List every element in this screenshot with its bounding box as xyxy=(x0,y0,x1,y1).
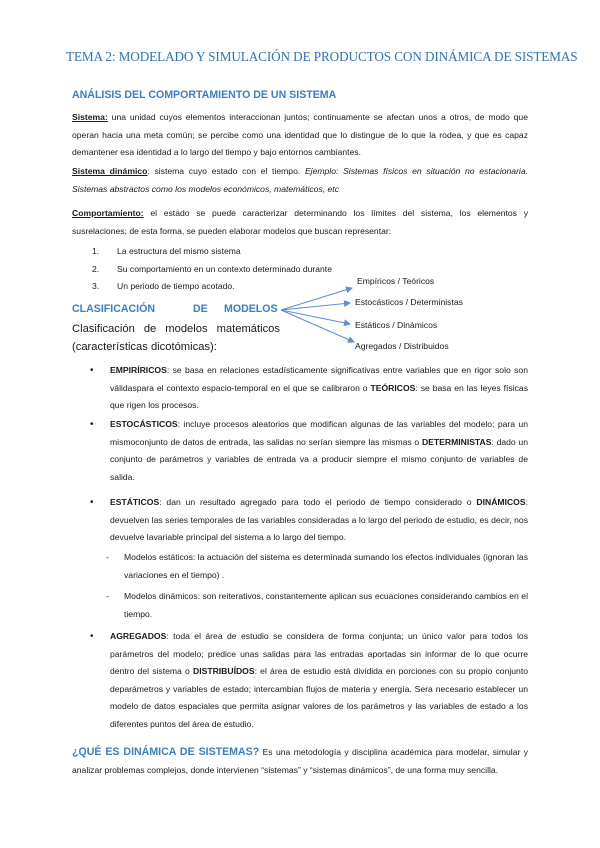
term-sistema-dinamico: Sistema dinámico xyxy=(72,166,148,176)
arrow-estaticos xyxy=(281,310,350,324)
term-comportamiento: Comportamiento: xyxy=(72,208,144,218)
branch-empiricos-teoricos: Empíricos / Teóricos xyxy=(357,276,435,286)
clasificacion-subtitle: Clasificación de modelos matemáticos (características dicotómicas): xyxy=(72,323,280,353)
example-sistema-dinamico: Ejemplo: Sistemas físicos en situación no estacionaria. Sistemas abstractos como los modelos económicos, matemáticos, etc xyxy=(72,166,529,194)
bullet-agregados: • AGREGADOS: toda el área de estudio se considera de forma conjunta; un único valor para todos los parámetros del modelo; predice unas salidas para las entradas aportadas sin informar de lo que ocurre dentro del sistema o DISTRIBUÍDOS: el área de estudio está dividida en porciones con su propio conjunto deparámetros y variables de estado; intercambian flujos de materia y energía. Sera necesario establecer un modelo de datos espaciales que permita asignar valores de los parámetros y las variables de estado a los diferentes puntos del área de estudio. xyxy=(72,628,528,733)
bullet-estaticos: • ESTÁTICOS: dan un resultado agregado para todo el periodo de tiempo considerado o DINÁMICOS: devuelven las series temporales de las variables consideradas a lo largo del periodo de estudio, es decir, nos devuelve lavariable principal del sistema a lo largo del tiempo. xyxy=(72,494,528,547)
bullet-icon: • xyxy=(90,497,94,508)
bullet-icon: • xyxy=(90,419,94,430)
bullet-icon: • xyxy=(90,365,94,376)
text-comportamiento: el estado se puede caracterizar determinando los límites del sistema, los elementos y susrelaciones; de esta forma, se pueden elaborar modelos que buscan representar: xyxy=(72,208,528,236)
branch-estocasticos-deterministas: Estocásticos / Deterministas xyxy=(355,297,463,307)
question-heading: ¿QUÉ ES DINÁMICA DE SISTEMAS? xyxy=(72,746,260,758)
page-title: TEMA 2: MODELADO Y SIMULACIÓN DE PRODUCTOS CON DINÁMICA DE SISTEMAS xyxy=(66,49,578,64)
text-sistema: una unidad cuyos elementos interaccionan juntos; continuamente se afectan unos a otros, de modo que operan hacia una meta común; se percibe como una identidad que lo distingue de lo que la rodea, y que es capaz demantener esa identidad a lo largo del tiempo y bajo entornos cambiantes. xyxy=(72,112,528,157)
term-sistema: Sistema: xyxy=(72,112,108,122)
branch-estaticos-dinamicos: Estáticos / Dinámicos xyxy=(355,320,438,330)
bullet-estocasticos: • ESTOCÁSTICOS: incluye procesos aleatorios que modifican algunas de las variables del modelo; para un mismoconjunto de datos de entrada, las salidas no serían siempre las mismas o DETERMINISTAS: dado un conjunto de parámetros y variables de entrada va a producir siempre el mismo conjunto de variables de salida. xyxy=(72,416,528,486)
list-item: 2. Su comportamiento en un contexto determinado durante xyxy=(92,263,332,274)
dash-marker: - xyxy=(106,552,109,562)
heading-word: CLASIFICACIÓN xyxy=(72,303,155,315)
list-item: 3. Un periodo de tiempo acotado. xyxy=(92,281,235,291)
bullet-empiricos: • EMPIRÍRICOS: se basa en relaciones estadísticamente significativas entre variables que en rigor solo son válidaspara el contexto espacio-temporal en el que se calibraron o TEÓRICOS: se basa en las leyes físicas que rigen los procesos. xyxy=(72,362,528,415)
text-sistema-dinamico: : sistema cuyo estado con el tiempo. xyxy=(147,166,305,176)
arrow-agregados xyxy=(281,310,354,342)
section-heading-analisis: ANÁLISIS DEL COMPORTAMIENTO DE UN SISTEMA xyxy=(72,89,337,101)
text-dinamica-sistemas: Es una metodología y disciplina académica para modelar, simular y analizar problemas complejos, donde intervienen “sistemas” y “sistemas dinámicos”, de una forma muy sencilla. xyxy=(72,747,528,775)
sub-item-modelos-estaticos: - Modelos estáticos: la actuación del sistema es determinada sumando los efectos individuales (ignoran las variaciones en el tiempo) . xyxy=(112,549,528,584)
paragraph-dinamica-sistemas xyxy=(72,744,528,779)
sub-item-modelos-dinamicos: - Modelos dinámicos: son reiterativos, constantemente aplican sus ecuaciones considerando cambios en el tiempo. xyxy=(112,588,528,623)
heading-word: MODELOS xyxy=(224,303,278,315)
dash-marker: - xyxy=(106,591,109,601)
branch-agregados-distribuidos: Agregados / Distribuidos xyxy=(355,341,449,351)
list-item: 1. La estructura del mismo sistema xyxy=(92,246,241,256)
heading-word: DE xyxy=(193,303,208,315)
bullet-icon: • xyxy=(90,631,94,642)
